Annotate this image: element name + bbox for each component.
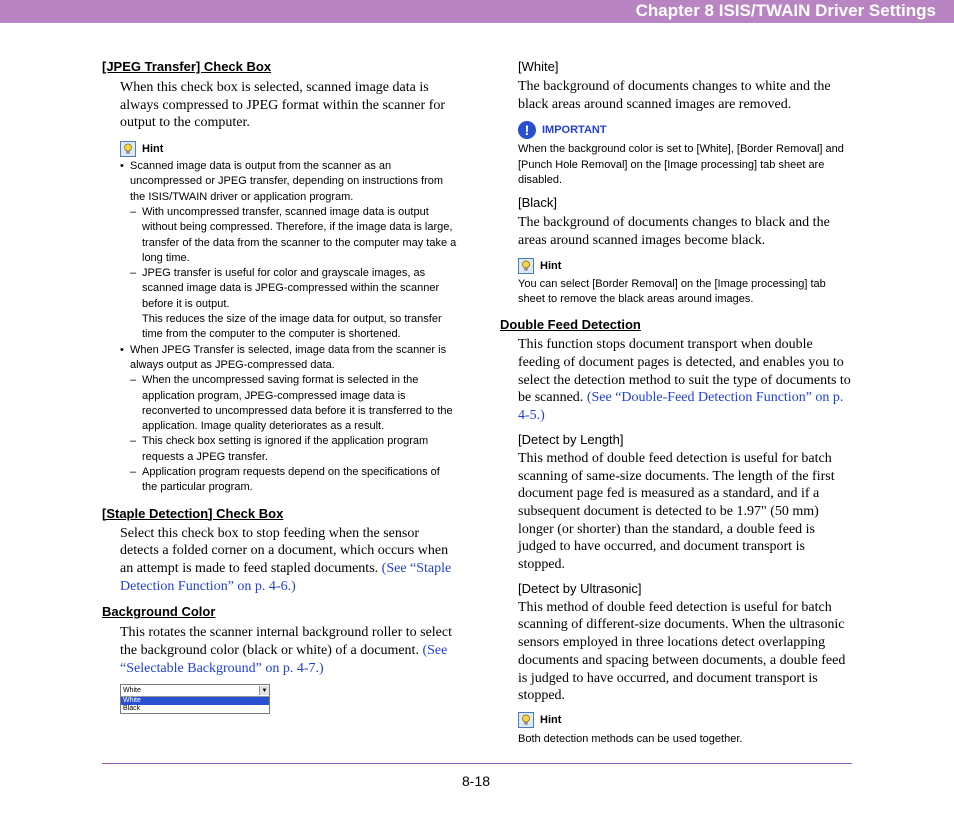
double-feed-hint-body: Both detection methods can be used together. [518,732,743,745]
background-hint-header [518,257,854,275]
double-feed-heading: Double Feed Detection [500,317,641,333]
staple-xref-link[interactable]: (See “Staple Detection Function” on p. 4-6.) [120,561,452,594]
detect-length-label: [Detect by Length] [518,431,624,447]
list-item [120,159,458,343]
hint-dash-text: When the uncompressed saving format is selected in the application program, JPEG-compressed image data is reconverted to uncompressed data before it is transferred to the application. Image quality deteriorates as a result. [142,374,453,433]
background-color-body [120,624,458,677]
chevron-down-icon[interactable]: ▼ [259,686,269,695]
detect-length-body: This method of double feed detection is useful for batch scanning of same-size documents. The length of the first document page fed is measured as a standard, and if a subsequent document is detected to be 1.97" (50 mm) longer (or shorter) than the standard, a double feed is judged to have occurred, and document transport is stopped. [518,450,835,573]
chapter-title: Chapter 8 ISIS/TWAIN Driver Settings [635,1,936,20]
left-column [102,58,458,678]
background-xref-link[interactable]: (See “Selectable Background” on p. 4-7.) [120,643,448,676]
list-item [130,205,458,266]
important-body: When the background color is set to [White], [Border Removal] and [Punch Hole Removal] on the [Image processing] tab sheet are disabled. [518,143,844,186]
page-number: 8-18 [462,773,491,789]
black-option-label: [Black] [518,195,558,211]
hint-dash-continuation: This reduces the size of the image data for output, so transfer time from the computer to the computer is shortened. [142,313,442,341]
double-feed-body-text: This function stops document transport when double feeding of document pages is detected, and enables you to select the detection method to suit the type of documents to be scanned. [518,337,851,406]
detect-ultrasonic-body: This method of double feed detection is useful for batch scanning of different-size documents. When the ultrasonic sensors employed in three locations detect overlapping documents and spacing between documents, a double feed is judged to have occurred, and document transport is stopped. [518,599,846,704]
hint-label: Hint [142,143,164,156]
jpeg-hint-header [120,140,458,158]
background-color-heading: Background Color [102,604,216,620]
double-feed-hint-header [518,711,854,729]
hint-bullet-text: Scanned image data is output from the scanner as an uncompressed or JPEG transfer, depending on instructions from the ISIS/TWAIN driver or application program. [130,160,444,203]
hint-dash-text: This check box setting is ignored if the application program requests a JPEG transfer. [142,435,429,463]
right-column [500,58,854,747]
hint-bullet-text: When JPEG Transfer is selected, image data from the scanner is always output as JPEG-compressed data. [130,343,447,371]
jpeg-transfer-heading: [JPEG Transfer] Check Box [102,59,272,74]
important-label: IMPORTANT [542,124,607,137]
white-option-label: [White] [518,59,559,74]
double-feed-xref-link[interactable]: (See “Double-Feed Detection Function” on p. 4-5.) [518,390,844,424]
detect-ultrasonic-label: [Detect by Ultrasonic] [518,580,642,596]
hint-dash-text: JPEG transfer is useful for color and grayscale images, as scanned image data is JPEG-compressed within the scanner before it is output. [142,267,440,310]
footer-divider [102,763,852,764]
lightbulb-icon [120,141,136,157]
dropdown-option-white[interactable]: White [121,697,269,705]
double-feed-body [518,336,854,425]
list-item [120,343,458,496]
background-hint-body: You can select [Border Removal] on the [Image processing] tab sheet to remove the black areas around images. [518,277,826,305]
chapter-header-bar [0,0,954,23]
list-item [130,465,458,496]
list-item [130,434,458,465]
background-body-text: This rotates the scanner internal background roller to select the background color (black or white) of a document. [120,625,452,659]
lightbulb-icon [518,712,534,728]
hint-dash-text: With uncompressed transfer, scanned image data is output without being compressed. Therefore, if the image data is large, transfer of the data from the scanner to the computer may take a long time. [142,206,457,264]
lightbulb-icon [518,258,534,274]
list-item [130,266,458,342]
staple-detection-heading: [Staple Detection] Check Box [102,505,284,521]
jpeg-hint-list [120,159,458,496]
jpeg-transfer-body: When this check box is selected, scanned image data is always compressed to JPEG format within the scanner for output to the computer. [120,80,446,131]
hint-dash-text: Application program requests depend on the specifications of the particular program. [142,466,440,494]
important-header [518,120,854,140]
dropdown-option-black[interactable]: Black [123,705,141,712]
hint-label: Hint [540,713,562,726]
background-color-dropdown[interactable] [120,684,270,714]
dropdown-selected[interactable] [121,685,269,697]
list-item [130,373,458,434]
dropdown-selected-value: White [123,687,141,694]
white-option-body: The background of documents changes to white and the black areas around scanned images are removed. [518,79,831,112]
staple-body-text: Select this check box to stop feeding when the sensor detects a folded corner on a document, which occurs when an attempt is made to feed stapled documents. [120,525,449,577]
black-option-body: The background of documents changes to black and the areas around scanned images become black. [518,215,830,248]
hint-label: Hint [540,259,562,272]
exclamation-icon: ! [518,121,536,139]
staple-detection-body [120,525,458,596]
